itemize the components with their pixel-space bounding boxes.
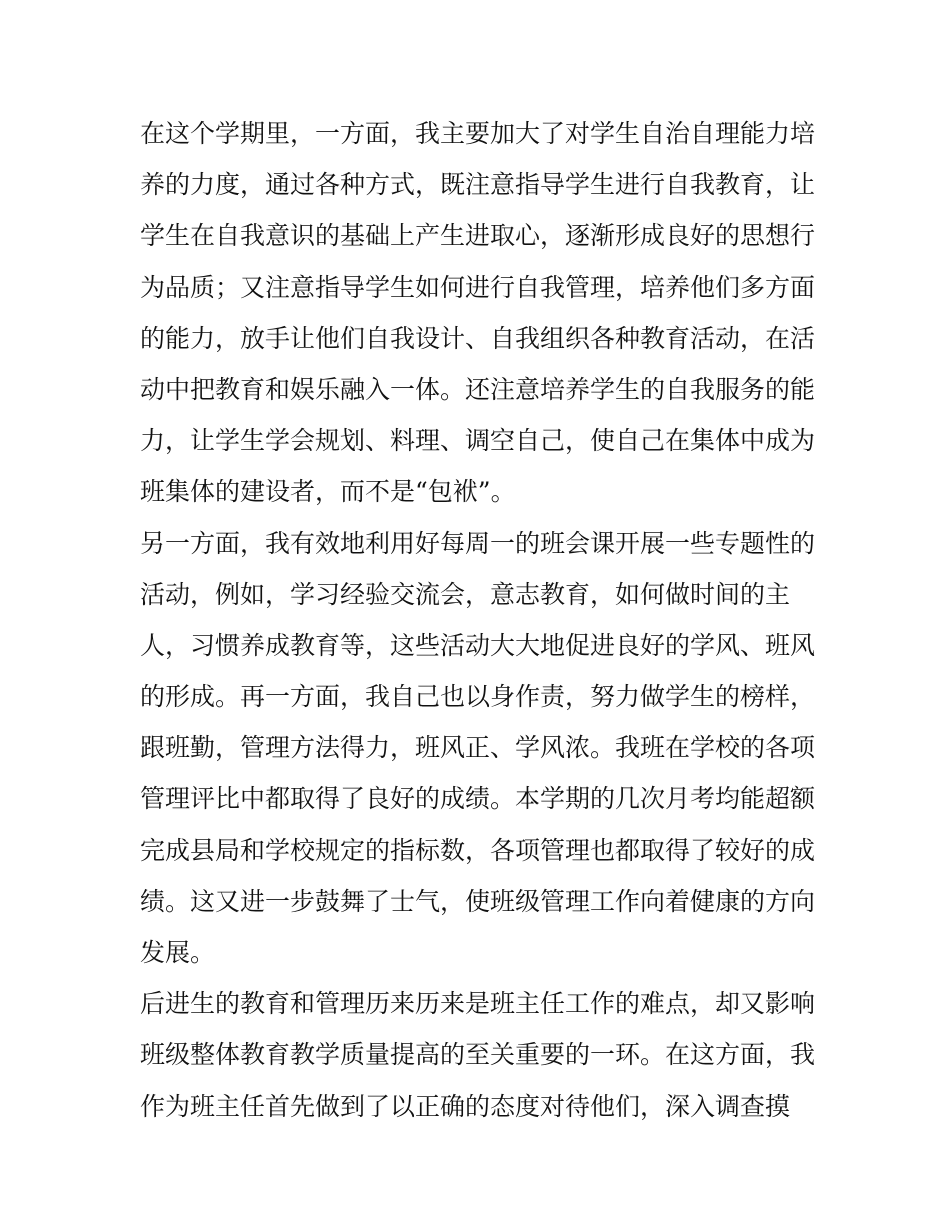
paragraph-1	[140, 108, 820, 518]
text-line: 为品质；又注意指导学生如何进行自我管理，培养他们多方面	[140, 272, 816, 302]
text-line: 管理评比中都取得了良好的成绩。本学期的几次月考均能超额	[140, 784, 816, 814]
text-line: 的形成。再一方面，我自己也以身作责，努力做学生的榜样，	[140, 682, 816, 712]
text-line: 动中把教育和娱乐融入一体。还注意培养学生的自我服务的能	[140, 374, 816, 404]
paragraph-2	[140, 518, 820, 979]
text-line: 作为班主任首先做到了以正确的态度对待他们，深入调查摸	[140, 1091, 791, 1121]
paragraph-3	[140, 978, 820, 1132]
text-line: 养的力度，通过各种方式，既注意指导学生进行自我教育，让	[140, 170, 816, 200]
document-body	[140, 108, 820, 1132]
text-line: 后进生的教育和管理历来历来是班主任工作的难点，却又影响	[140, 989, 816, 1019]
text-line: 班级整体教育教学质量提高的至关重要的一环。在这方面，我	[140, 1040, 816, 1070]
text-line: 完成县局和学校规定的指标数，各项管理也都取得了较好的成	[140, 835, 816, 865]
text-line: 活动，例如，学习经验交流会，意志教育，如何做时间的主	[140, 579, 791, 609]
text-line: 人，习惯养成教育等，这些活动大大地促进良好的学风、班风	[140, 630, 816, 660]
text-line: 绩。这又进一步鼓舞了士气，使班级管理工作向着健康的方向	[140, 886, 816, 916]
text-line: 的能力，放手让他们自我设计、自我组织各种教育活动，在活	[140, 323, 816, 353]
text-line: 班集体的建设者，而不是“包袱”。	[140, 477, 516, 507]
text-line: 力，让学生学会规划、料理、调空自己，使自己在集体中成为	[140, 426, 816, 456]
text-line: 学生在自我意识的基础上产生进取心，逐渐形成良好的思想行	[140, 221, 816, 251]
text-line: 发展。	[140, 938, 216, 967]
text-line: 在这个学期里，一方面，我主要加大了对学生自治自理能力培	[140, 119, 816, 148]
text-line: 跟班勤，管理方法得力，班风正、学风浓。我班在学校的各项	[140, 733, 816, 763]
text-line: 另一方面，我有效地利用好每周一的班会课开展一些专题性的	[140, 528, 816, 558]
